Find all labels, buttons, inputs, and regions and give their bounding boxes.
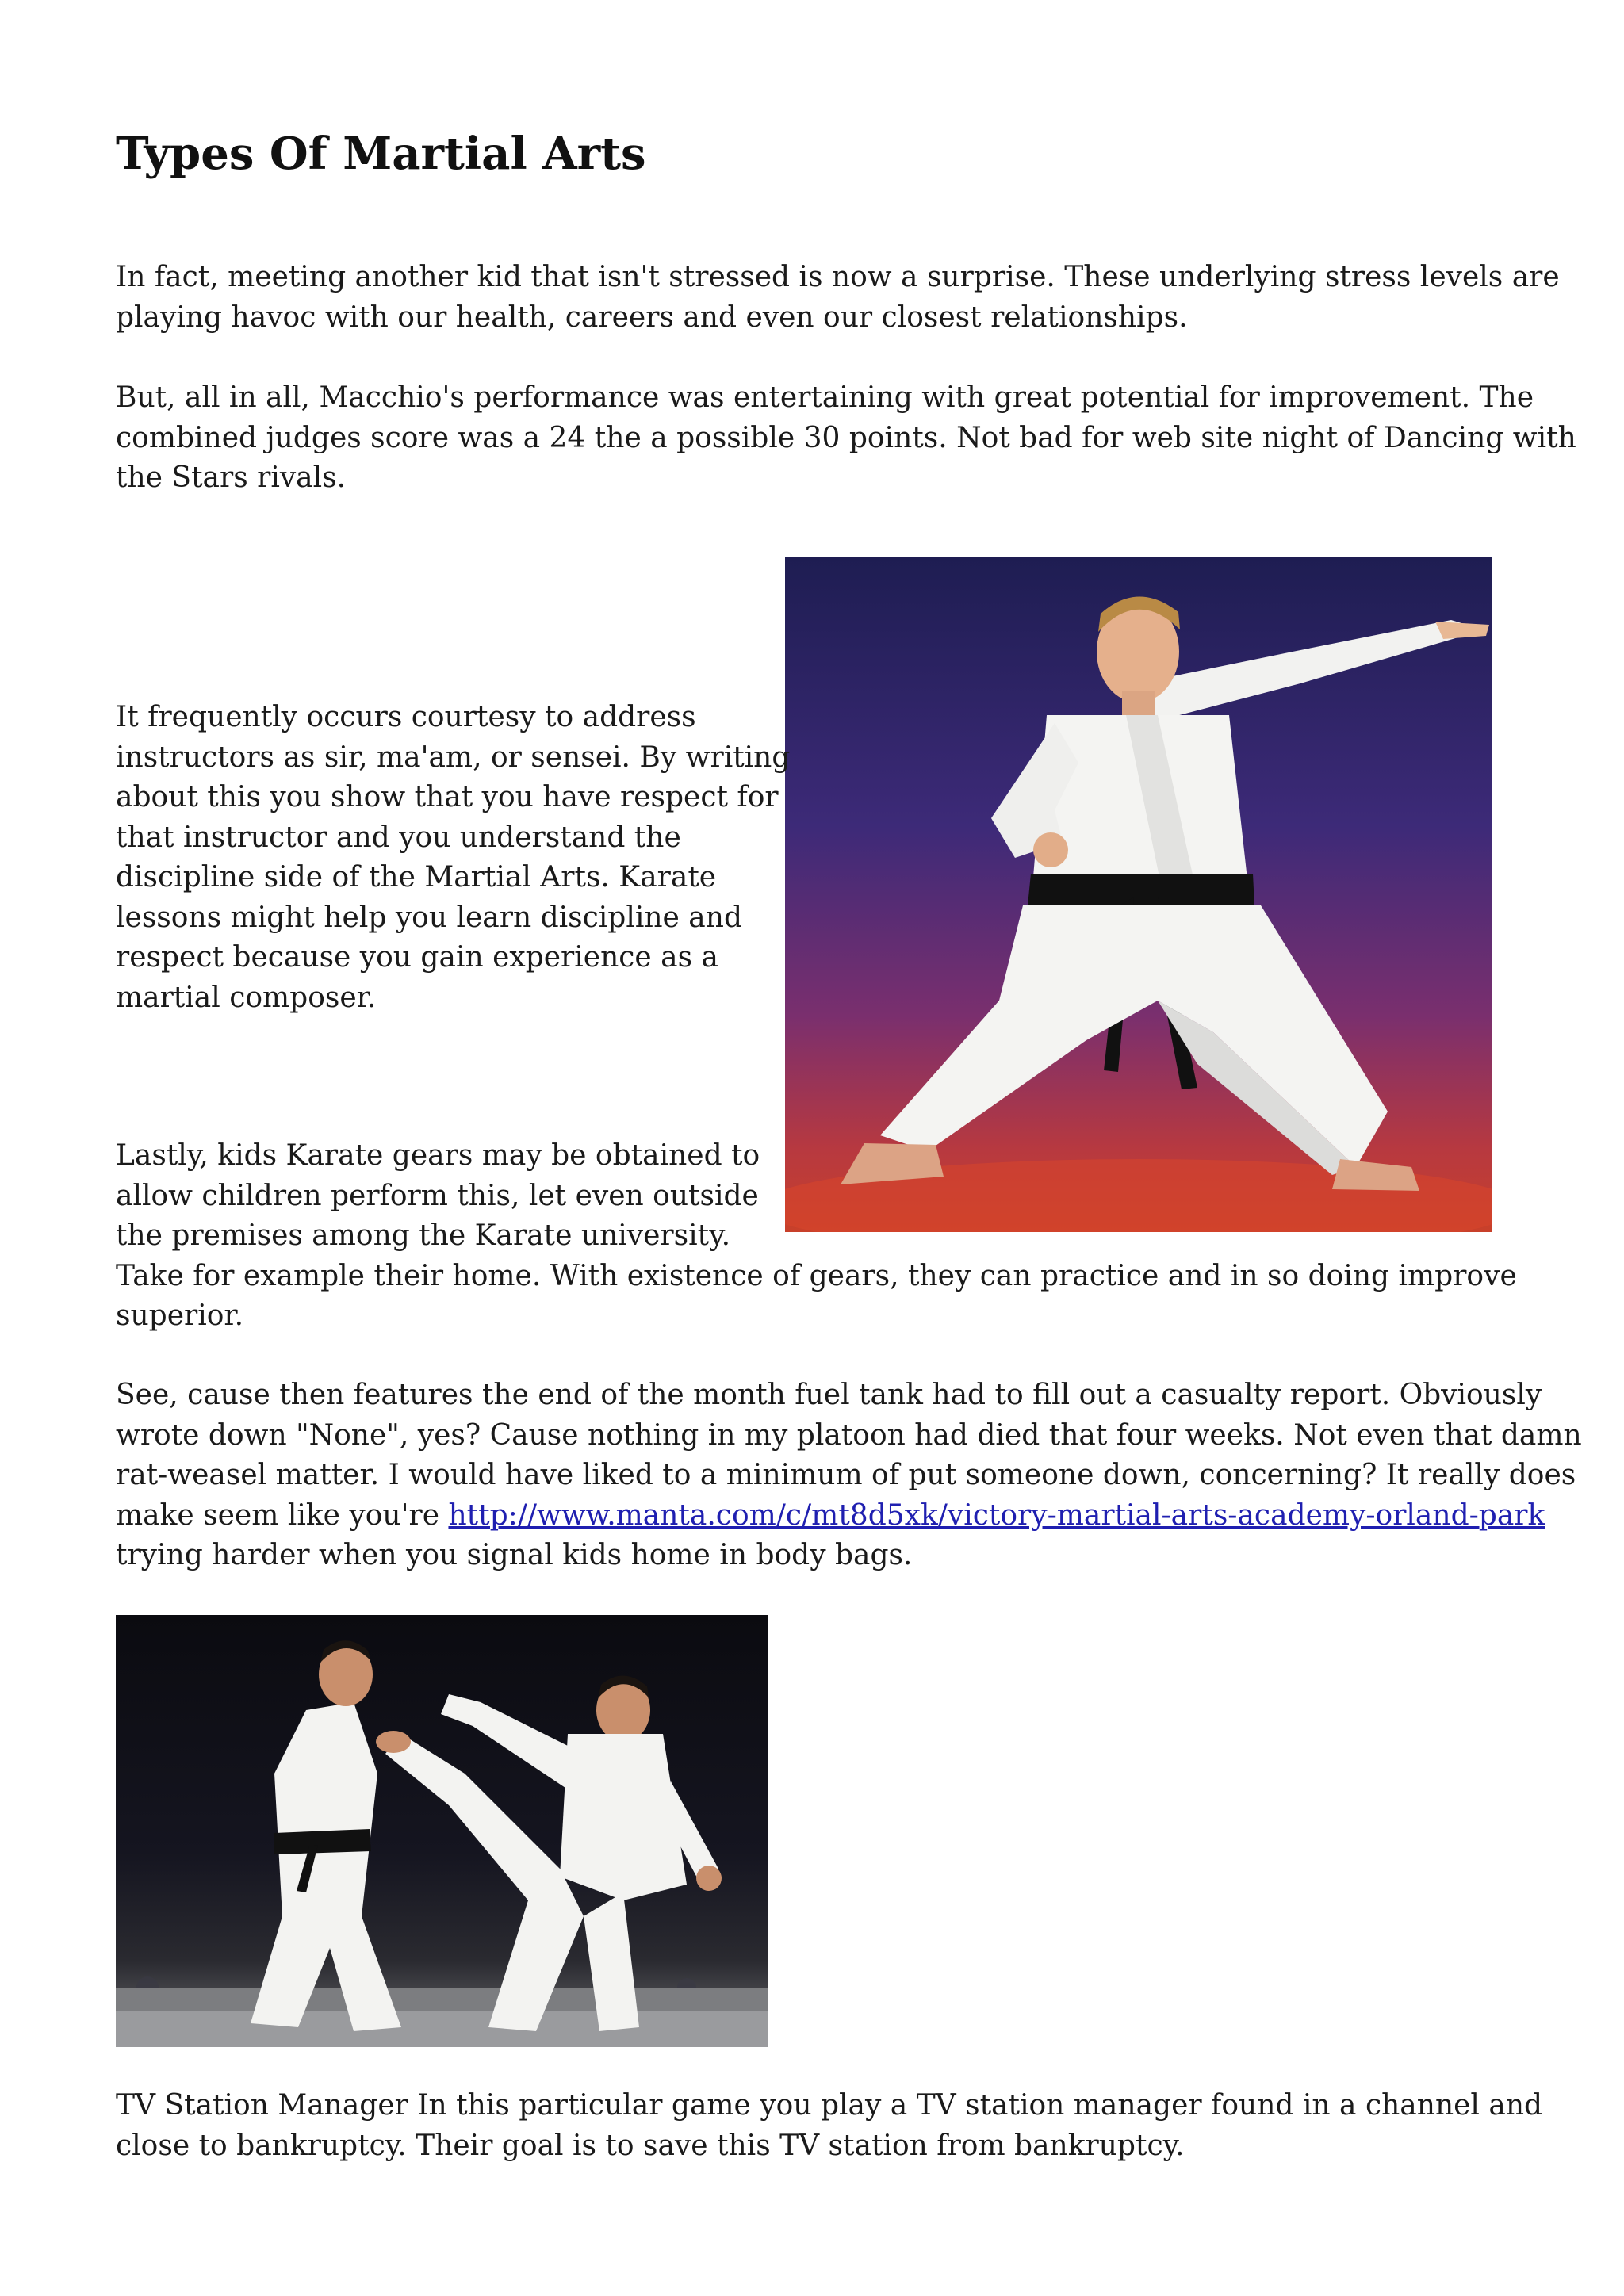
text-line: the premises among the Karate university. (116, 1219, 731, 1252)
text-line: respect because you gain experience as a (116, 941, 719, 974)
text-line: the Stars rivals. (116, 461, 347, 494)
karate-sparring-illustration (116, 1615, 768, 2047)
text-line: close to bankruptcy. Their goal is to save this TV station from bankruptcy. (116, 2129, 1185, 2162)
text-line: discipline side of the Martial Arts. Karate (116, 861, 717, 894)
text-line: lessons might help you learn discipline and (116, 901, 742, 934)
text-line: rat-weasel matter. I would have liked to a minimum of put someone down, concerning? It really does (116, 1459, 1576, 1491)
text-line: that instructor and you understand the (116, 821, 681, 854)
paragraph-intro (116, 258, 1560, 338)
text-line: instructors as sir, ma'am, or sensei. By writing (116, 740, 791, 774)
text-line: trying harder when you signal kids home in body bags. (116, 1539, 913, 1571)
text-line: martial composer. (116, 981, 377, 1014)
page-title: Types Of Martial Arts (116, 128, 646, 180)
karate-sparring-photo (116, 1615, 768, 2047)
link-prefix-text: make seem like you're (116, 1498, 449, 1532)
paragraph-courtesy (116, 698, 790, 1018)
text-line: wrote down "None", yes? Cause nothing in my platoon had died that four weeks. Not even that damn (116, 1418, 1582, 1452)
text-line: allow children perform this, let even outside (116, 1179, 759, 1212)
text-line: TV Station Manager In this particular game you play a TV station manager found in a channel and (116, 2089, 1543, 2122)
manta-link[interactable]: http://www.manta.com/c/mt8d5xk/victory-martial-arts-academy-orland-park (448, 1498, 1545, 1532)
text-line: Take for example their home. With existence of gears, they can practice and in so doing improve (116, 1259, 1517, 1292)
text-line: playing havoc with our health, careers and even our closest relationships. (116, 300, 1188, 334)
text-line: combined judges score was a 24 the a possible 30 points. Not bad for web site night of Dancing with (116, 421, 1576, 454)
text-line: In fact, meeting another kid that isn't stressed is now a surprise. These underlying stress levels are (116, 261, 1560, 293)
karate-kata-illustration (785, 557, 1492, 1232)
text-line: It frequently occurs courtesy to address (116, 701, 696, 733)
text-line: superior. (116, 1299, 244, 1332)
paragraph-gears (116, 1136, 1517, 1337)
text-line: But, all in all, Macchio's performance was entertaining with great potential for improvement. The (116, 381, 1534, 414)
text-line: about this you show that you have respect for (116, 781, 779, 813)
paragraph-macchio (116, 378, 1576, 499)
text-line: Lastly, kids Karate gears may be obtained to (116, 1139, 760, 1172)
paragraph-tv-station (116, 2086, 1542, 2166)
text-line: See, cause then features the end of the month fuel tank had to fill out a casualty report. Obviously (116, 1379, 1542, 1411)
karate-kata-photo (785, 557, 1492, 1232)
text-line-with-link (116, 1496, 1582, 1536)
document-page (116, 0, 1582, 2296)
paragraph-casualty (116, 1376, 1582, 1576)
